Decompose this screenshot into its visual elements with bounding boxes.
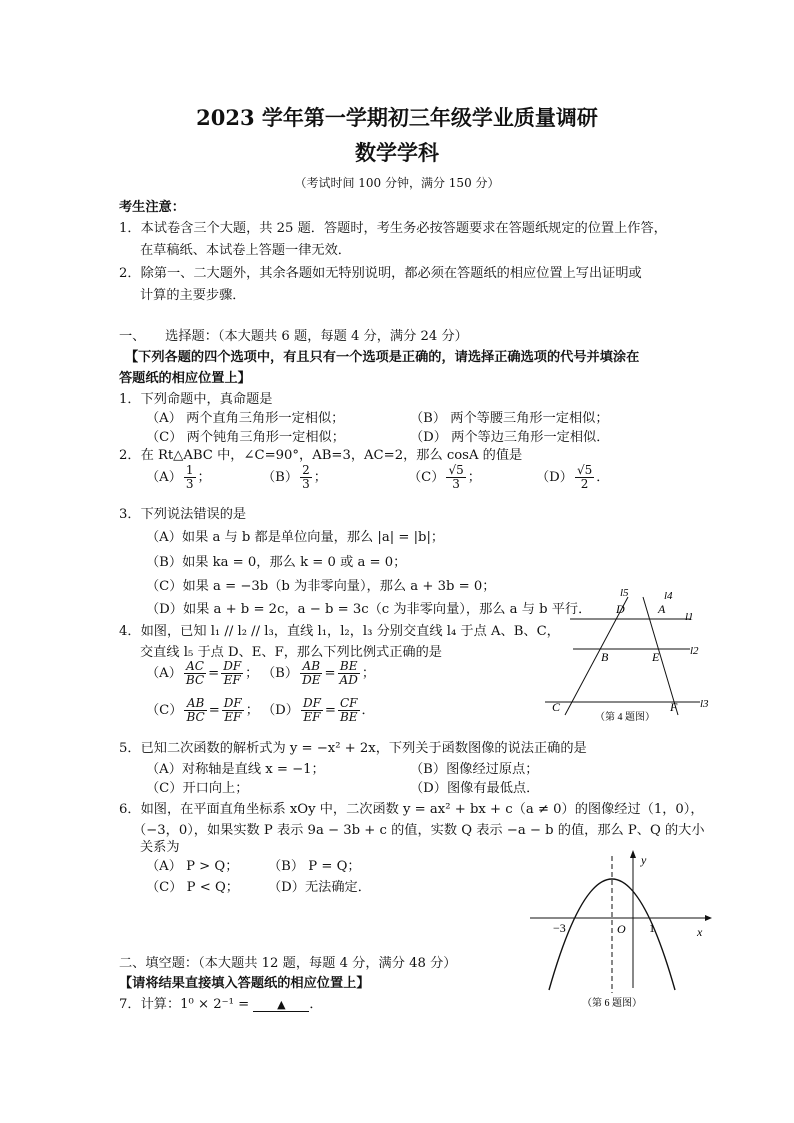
q4-option-a: （A） $\frac{AC}{BC}$ = $\frac{DF}{EF}$ ； <box>146 659 259 687</box>
x-axis-arrow <box>705 915 712 921</box>
q4-figure <box>540 582 720 727</box>
y-axis-arrow <box>630 850 636 858</box>
q2-option-d: （D） $\frac{√5}{2}$ ． <box>536 463 610 491</box>
label-E: E <box>652 650 660 664</box>
label-F: F <box>670 700 678 714</box>
q4-figure-caption: （第 4 题图） <box>595 712 655 723</box>
label-one: 1 <box>649 921 655 935</box>
section-1-instruction: 【下列各题的四个选项中，有且只有一个选项是正确的，请选择正确选项的代号并填涂在 <box>125 350 640 365</box>
q3-option-c: （C）如果 a = −3b（b 为非零向量），那么 a + 3b = 0； <box>146 579 496 594</box>
q7-stem: 7．计算：1⁰ × 2⁻¹ = ▲ ． <box>119 997 323 1012</box>
label-l2: l2 <box>690 645 699 657</box>
q1-option-a: （A） 两个直角三角形一定相似； <box>146 411 345 426</box>
q2-option-b: （B） $\frac{2}{3}$ ； <box>262 463 327 491</box>
q2-stem: 2．在 Rt△ABC 中，∠C=90°，AB=3，AC=2，那么 cosA 的值是 <box>119 448 523 463</box>
label-B: B <box>601 650 609 664</box>
q6-stem: 6．如图，在平面直角坐标系 xOy 中，二次函数 y = ax² + bx + c（a ≠ 0）的图像经过（1，0）， <box>119 802 704 817</box>
exam-info: （考试时间 100 分钟，满分 150 分） <box>294 176 500 190</box>
q2-option-a: （A） $\frac{1}{3}$ ； <box>146 463 211 491</box>
label-A: A <box>658 602 666 616</box>
q6-stem-cont-2: 关系为 <box>140 840 180 855</box>
label-y: y <box>641 853 647 867</box>
label-l5: l5 <box>620 587 629 599</box>
q1-option-b: （B） 两个等腰三角形一定相似； <box>410 411 609 426</box>
q2-option-c: （C） $\frac{√5}{3}$ ； <box>408 463 481 491</box>
q4-stem-cont: 交直线 l₅ 于点 D、E、F，那么下列比例式正确的是 <box>140 645 442 660</box>
q6-stem-cont: （−3，0），如果实数 P 表示 9a − 3b + c 的值，实数 Q 表示 −a − b 的值，那么 P、Q 的大小 <box>133 823 705 838</box>
q3-stem: 3．下列说法错误的是 <box>119 507 247 522</box>
notice-item-1: 1．本试卷含三个大题，共 25 题．答题时，考生务必按答题要求在答题纸规定的位置上作答， <box>119 221 667 236</box>
q6-option-d: （D）无法确定． <box>268 880 371 895</box>
q3-option-d: （D）如果 a + b = 2c，a − b = 3c（c 为非零向量），那么 a 与 b 平行． <box>146 602 592 617</box>
q5-stem: 5．已知二次函数的解析式为 y = −x² + 2x，下列关于函数图像的说法正确的是 <box>119 741 587 756</box>
q1-option-c: （C） 两个钝角三角形一定相似； <box>146 430 345 445</box>
q3-option-a: （A）如果 a 与 b 都是单位向量，那么 |a| = |b|； <box>146 530 445 545</box>
q3-option-b: （B）如果 ka = 0，那么 k = 0 或 a = 0； <box>146 555 407 570</box>
q5-option-b: （B）图像经过原点； <box>410 762 539 777</box>
notice-item-2: 2．除第一、二大题外，其余各题如无特别说明，都必须在答题纸的相应位置上写出证明或 <box>119 266 642 281</box>
section-1-instruction-cont: 答题纸的相应位置上】 <box>119 371 251 386</box>
q6-figure-caption: （第 6 题图） <box>582 998 642 1009</box>
q6-option-b: （B） P = Q； <box>268 859 361 874</box>
q6-option-a: （A） P > Q； <box>146 859 239 874</box>
label-origin: O <box>617 922 626 936</box>
q4-option-c: （C） $\frac{AB}{BC}$ = $\frac{DF}{EF}$ ； <box>146 696 259 724</box>
q1-option-d: （D） 两个等边三角形一定相似． <box>410 430 610 445</box>
q5-option-c: （C）开口向上； <box>146 781 249 796</box>
label-l3: l3 <box>700 698 709 710</box>
q4-option-b: （B） $\frac{AB}{DE}$ = $\frac{BE}{AD}$ ； <box>262 659 376 687</box>
q4-option-d: （D） $\frac{DF}{EF}$ = $\frac{CF}{BE}$ ． <box>262 696 375 724</box>
label-D: D <box>616 602 625 616</box>
notice-heading: 考生注意： <box>119 200 185 215</box>
parabola-curve <box>549 879 675 990</box>
label-neg-3: −3 <box>553 921 566 935</box>
page-subtitle: 数学学科 <box>355 140 439 165</box>
q1-stem: 1．下列命题中，真命题是 <box>119 392 273 407</box>
page-title: 2023 学年第一学期初三年级学业质量调研 <box>196 105 598 130</box>
label-l4: l4 <box>664 590 673 602</box>
q7-answer-blank: ▲ <box>253 998 309 1012</box>
section-1-heading: 一、 选择题：（本大题共 6 题，每题 4 分，满分 24 分） <box>119 329 468 344</box>
q4-stem: 4．如图，已知 l₁ // l₂ // l₃，直线 l₁，l₂，l₃ 分别交直线 l₄ 于点 A、B、C， <box>119 624 560 639</box>
label-x: x <box>697 925 703 939</box>
q6-option-c: （C） P < Q； <box>146 880 239 895</box>
notice-item-2-cont: 计算的主要步骤． <box>140 288 246 303</box>
section-2-heading: 二、填空题：（本大题共 12 题，每题 4 分，满分 48 分） <box>119 956 457 971</box>
section-2-instruction: 【请将结果直接填入答题纸的相应位置上】 <box>119 976 370 991</box>
label-l1: l1 <box>685 611 694 623</box>
q5-option-d: （D）图像有最低点． <box>410 781 540 796</box>
q5-option-a: （A）对称轴是直线 x = −1； <box>146 762 325 777</box>
notice-item-1-cont: 在草稿纸、本试卷上答题一律无效． <box>140 243 351 258</box>
label-C: C <box>552 700 561 714</box>
q6-figure <box>525 848 715 1013</box>
